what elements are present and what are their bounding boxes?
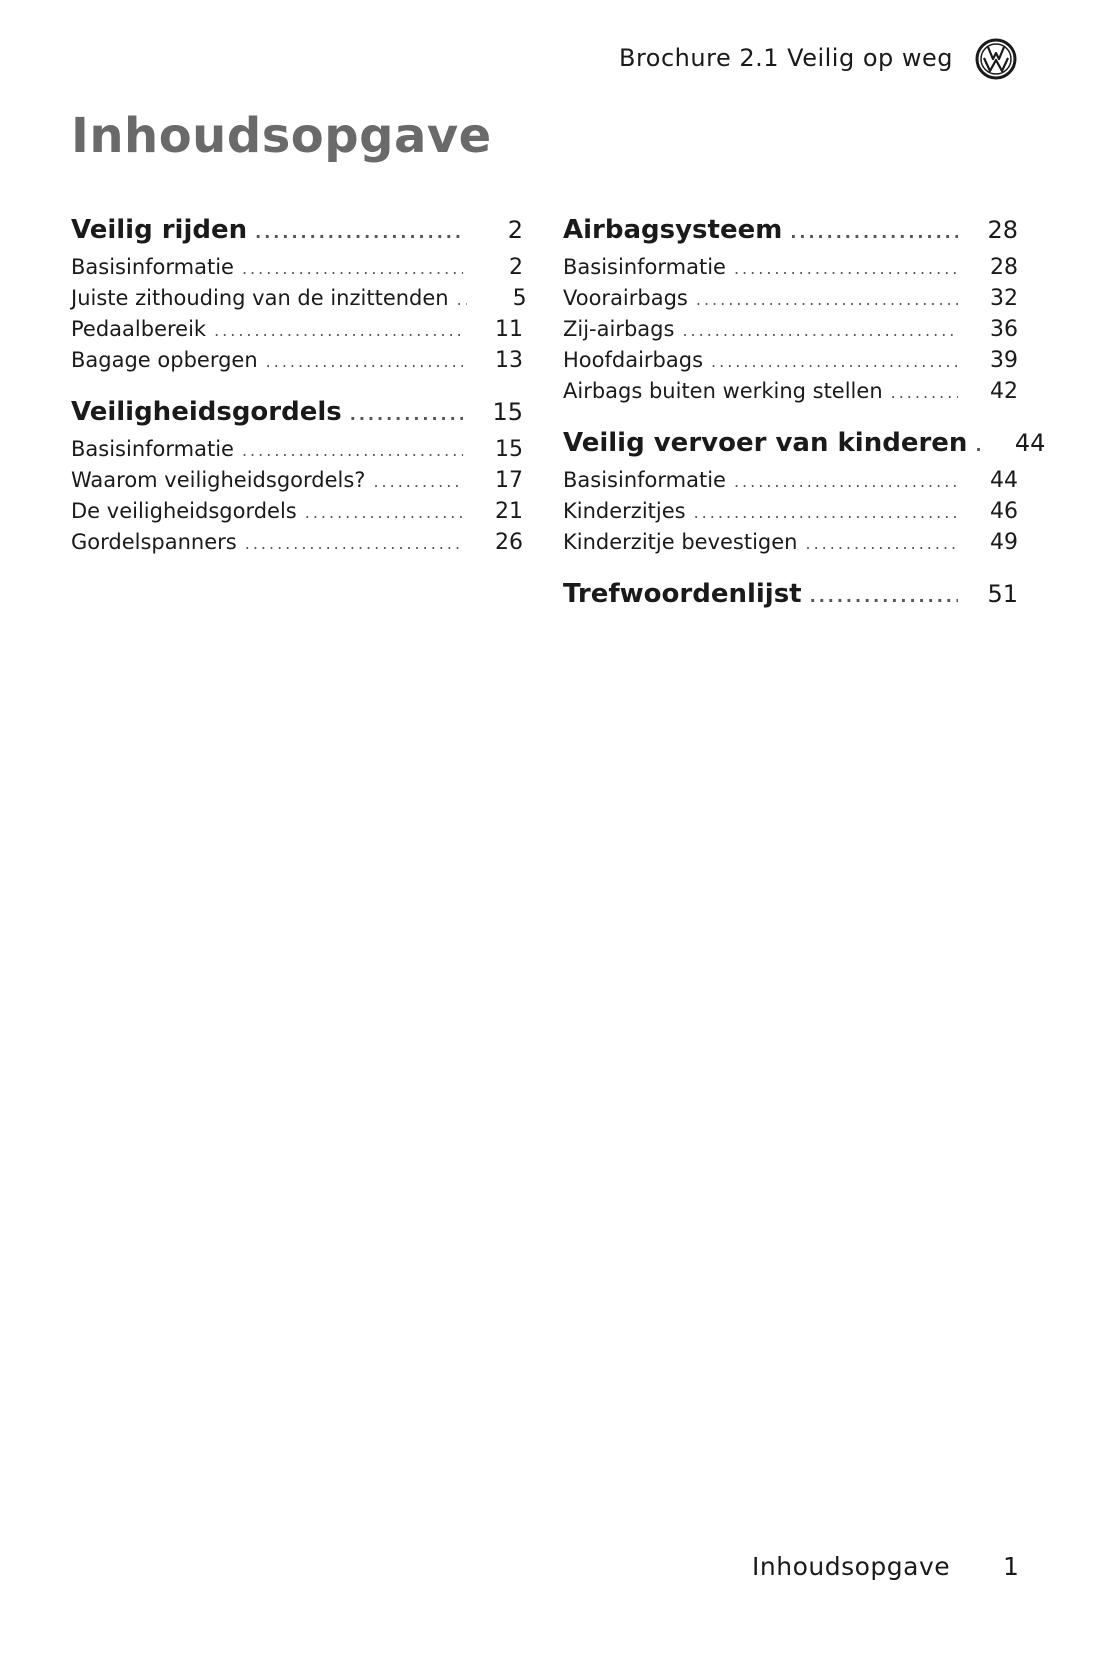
- toc-entry-label: Juiste zithouding van de inzittenden: [71, 286, 449, 310]
- toc-entry[interactable]: [71, 434, 523, 465]
- toc-page-number: 36: [990, 317, 1018, 342]
- leader-dots: [242, 435, 463, 466]
- toc-page-number: 44: [1014, 429, 1046, 457]
- leader-dots: [350, 393, 463, 437]
- toc-entry-label: Basisinformatie: [563, 468, 726, 492]
- toc-page-number: 42: [990, 379, 1018, 404]
- toc-right-column: [563, 208, 1046, 630]
- toc-chapter-entry[interactable]: [71, 208, 523, 252]
- leader-dots: [790, 211, 958, 255]
- toc-entry[interactable]: [71, 252, 523, 283]
- toc-chapter-title: Veilig rijden: [71, 215, 248, 245]
- leader-dots: [373, 466, 463, 497]
- toc-entry-label: Gordelspanners: [71, 530, 237, 554]
- leader-dots: [806, 528, 959, 559]
- leader-dots: [810, 575, 958, 619]
- toc-chapter-title: Trefwoordenlijst: [563, 579, 802, 609]
- leader-dots: [214, 315, 463, 346]
- toc-page-number: 32: [990, 286, 1018, 311]
- toc-section: [563, 421, 1046, 558]
- toc-page-number: 11: [495, 317, 523, 342]
- page-title: Inhoudsopgave: [71, 108, 492, 164]
- toc-page-number: 5: [512, 286, 527, 311]
- toc-left-column: [71, 208, 527, 572]
- toc-page-number: 13: [495, 348, 523, 373]
- footer-page-number: 1: [1003, 1552, 1019, 1581]
- toc-entry[interactable]: [71, 283, 527, 314]
- leader-dots: [734, 466, 958, 497]
- toc-page-number: 26: [495, 530, 523, 555]
- leader-dots: [242, 253, 463, 284]
- toc-page-number: 15: [492, 398, 523, 426]
- toc-entry[interactable]: [563, 496, 1018, 527]
- toc-section: [71, 208, 527, 376]
- leader-dots: [245, 528, 463, 559]
- toc-entry[interactable]: [71, 465, 523, 496]
- toc-chapter-entry[interactable]: [71, 390, 523, 434]
- toc-entry[interactable]: [71, 527, 523, 558]
- toc-entry-label: Kinderzitje bevestigen: [563, 530, 798, 554]
- brochure-header: Brochure 2.1 Veilig op weg: [619, 44, 953, 72]
- toc-entry[interactable]: [563, 252, 1018, 283]
- toc-section: [563, 572, 1018, 616]
- toc-page-number: 49: [990, 530, 1018, 555]
- toc-page-number: 15: [495, 437, 523, 462]
- toc-page-number: 44: [990, 468, 1018, 493]
- toc-page-number: 46: [990, 499, 1018, 524]
- leader-dots: [711, 346, 958, 377]
- toc-page-number: 2: [509, 255, 523, 280]
- toc-entry-label: De veiligheidsgordels: [71, 499, 297, 523]
- toc-chapter-entry[interactable]: [563, 421, 1046, 465]
- leader-dots: [975, 424, 985, 468]
- toc-chapter-entry[interactable]: [563, 572, 1018, 616]
- toc-entry[interactable]: [563, 283, 1018, 314]
- leader-dots: [734, 253, 958, 284]
- toc-entry-label: Airbags buiten werking stellen: [563, 379, 883, 403]
- toc-page-number: 28: [987, 216, 1018, 244]
- toc-entry[interactable]: [71, 345, 523, 376]
- toc-entry[interactable]: [71, 314, 523, 345]
- leader-dots: [255, 211, 463, 255]
- toc-entry[interactable]: [563, 314, 1018, 345]
- toc-entry-label: Pedaalbereik: [71, 317, 207, 341]
- toc-page-number: 28: [990, 255, 1018, 280]
- toc-section: [71, 390, 523, 558]
- toc-page-number: 2: [507, 216, 523, 244]
- toc-page-number: 39: [990, 348, 1018, 373]
- vw-logo-icon: [975, 38, 1017, 80]
- toc-entry[interactable]: [563, 465, 1018, 496]
- toc-entry-label: Kinderzitjes: [563, 499, 686, 523]
- toc-entry-label: Bagage opbergen: [71, 348, 258, 372]
- toc-entry-label: Voorairbags: [563, 286, 688, 310]
- leader-dots: [457, 284, 467, 315]
- toc-page-number: 51: [987, 580, 1018, 608]
- leader-dots: [266, 346, 463, 377]
- toc-entry-label: Zij-airbags: [563, 317, 675, 341]
- toc-entry[interactable]: [563, 345, 1018, 376]
- toc-entry-label: Basisinformatie: [563, 255, 726, 279]
- leader-dots: [696, 284, 958, 315]
- toc-chapter-title: Airbagsysteem: [563, 215, 783, 245]
- toc-entry-label: Basisinformatie: [71, 437, 234, 461]
- toc-page-number: 17: [495, 468, 523, 493]
- toc-page-number: 21: [495, 499, 523, 524]
- toc-entry-label: Waarom veiligheidsgordels?: [71, 468, 366, 492]
- toc-chapter-title: Veiligheidsgordels: [71, 397, 342, 427]
- toc-entry-label: Basisinformatie: [71, 255, 234, 279]
- toc-entry[interactable]: [563, 527, 1018, 558]
- leader-dots: [694, 497, 958, 528]
- leader-dots: [891, 377, 958, 408]
- toc-entry[interactable]: [71, 496, 523, 527]
- toc-entry-label: Hoofdairbags: [563, 348, 704, 372]
- toc-section: [563, 208, 1018, 407]
- leader-dots: [682, 315, 958, 346]
- leader-dots: [305, 497, 463, 528]
- toc-chapter-entry[interactable]: [563, 208, 1018, 252]
- toc-entry[interactable]: [563, 376, 1018, 407]
- footer-section-title: Inhoudsopgave: [752, 1552, 951, 1581]
- toc-chapter-title: Veilig vervoer van kinderen: [563, 428, 968, 458]
